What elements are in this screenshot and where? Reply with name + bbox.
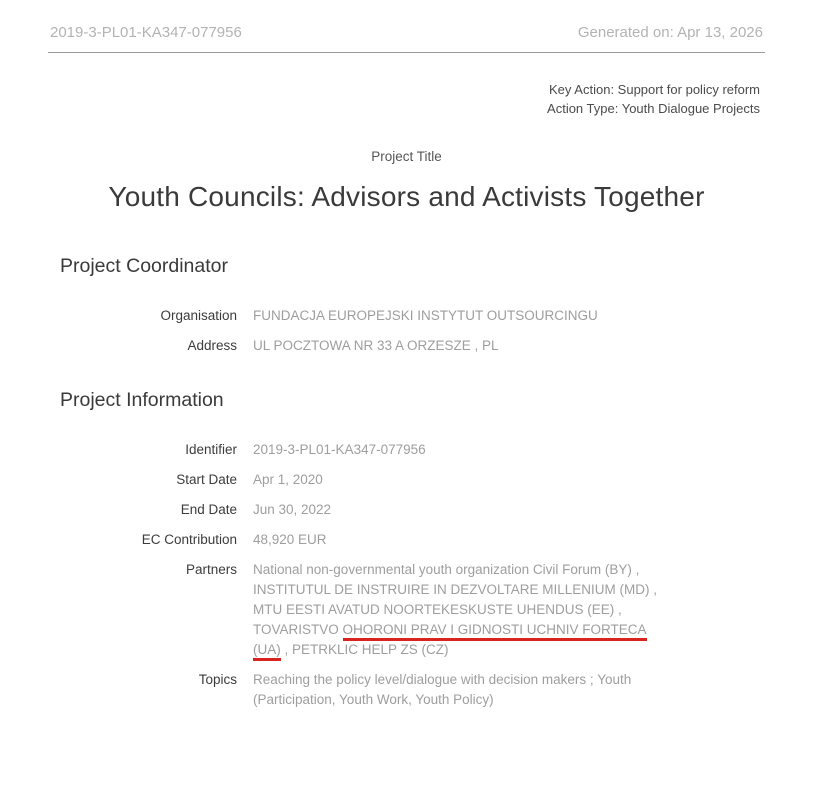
row-label: Address [187,338,237,353]
project-title-label: Project Title [371,149,442,164]
row-value: 2019-3-PL01-KA347-077956 [253,442,426,457]
row-value: 48,920 EUR [253,532,327,547]
row-value: Apr 1, 2020 [253,472,323,487]
row-label: End Date [180,502,237,517]
row-end-date [48,500,765,520]
top-bar [48,0,765,53]
row-value: Reaching the policy level/dialogue with decision makers ; Youth (Participation, Youth Work, Youth Policy) [253,672,632,707]
row-organisation [48,306,765,326]
row-label: Identifier [185,442,237,457]
action-type: Action Type: Youth Dialogue Projects [547,101,760,116]
partners-text-after: , PETRKLIC HELP ZS (CZ) [280,642,449,657]
row-topics [48,670,765,710]
row-identifier [48,440,765,460]
row-ec-contribution [48,530,765,550]
row-label: Organisation [160,308,237,323]
row-label: EC Contribution [141,532,237,547]
row-label: Partners [185,562,237,577]
row-value: FUNDACJA EUROPEJSKI INSTYTUT OUTSOURCINGU [253,308,598,323]
row-partners [48,560,765,660]
row-value: Jun 30, 2022 [253,502,332,517]
partners-value [253,560,666,660]
project-reference: 2019-3-PL01-KA347-077956 [50,24,242,41]
partners-highlighted-text: OHORONI PRAV I GIDNOSTI UCHNIV FORTECA (UA) [253,622,647,661]
row-value: UL POCZTOWA NR 33 A ORZESZE , PL [253,338,499,353]
row-address [48,336,765,356]
section-heading-information: Project Information [60,389,224,411]
row-label: Start Date [176,472,237,487]
key-action: Key Action: Support for policy reform [549,82,760,97]
project-title: Youth Councils: Advisors and Activists Together [108,181,705,212]
action-meta [48,80,765,118]
row-start-date [48,470,765,490]
row-label: Topics [198,672,237,687]
generated-on: Generated on: Apr 13, 2026 [577,24,763,41]
section-heading-coordinator: Project Coordinator [60,255,228,277]
partners-text-before: National non-governmental youth organization Civil Forum (BY) , INSTITUTUL DE INSTRUIRE IN DEZVOLTARE MILLENIUM (MD) , MTU EESTI AVATUD NOORTEKESKUSTE UHENDUS (EE) , TOVARISTVO [253,562,658,637]
